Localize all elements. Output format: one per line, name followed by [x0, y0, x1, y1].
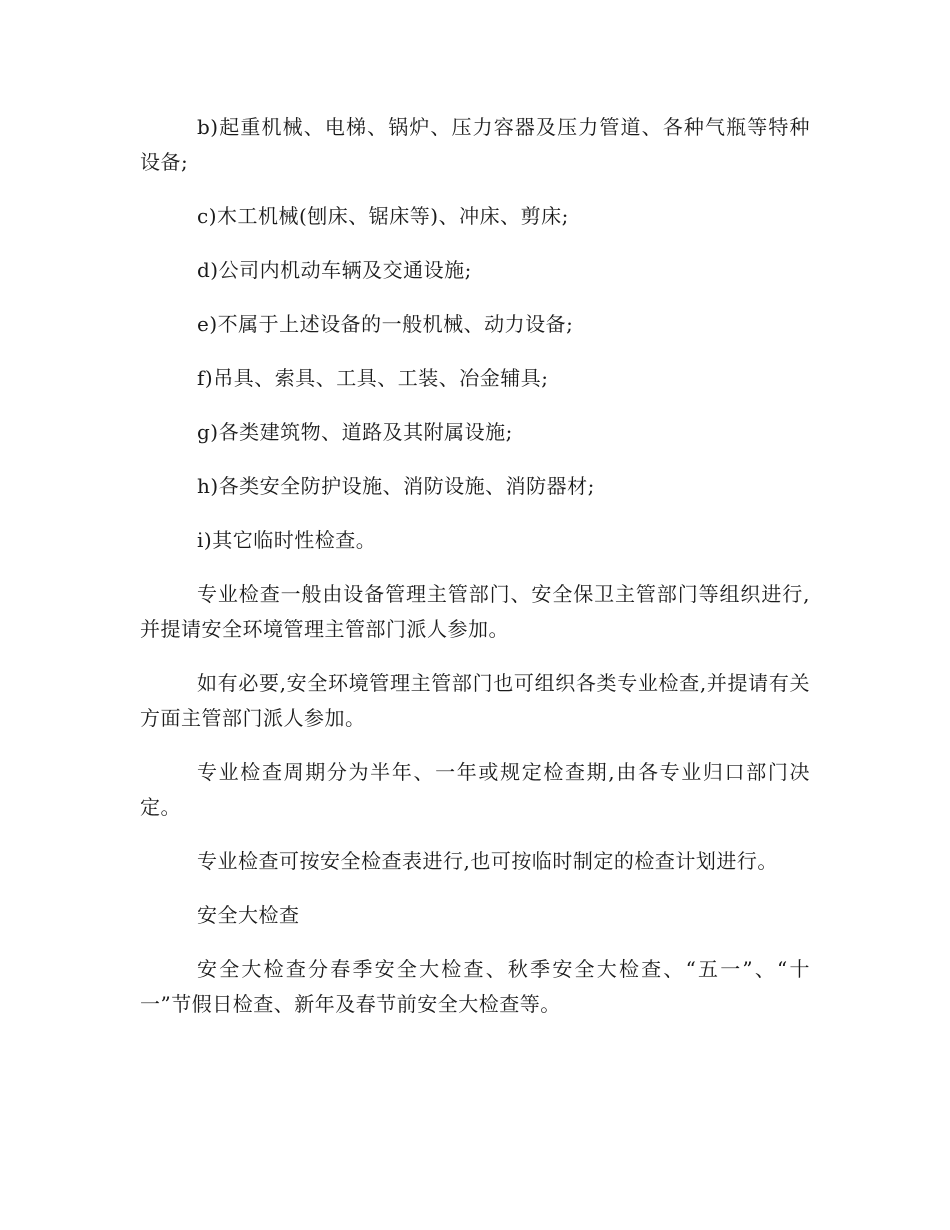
list-item-general-machinery: e)不属于上述设备的一般机械、动力设备;: [197, 312, 574, 336]
paragraph-if-necessary: 如有必要,安全环境管理主管部门也可组织各类专业检查,并提请有关方面主管部门派人参加。: [140, 671, 810, 730]
document-body: [140, 110, 810, 1041]
list-item-safety-fire-facilities: h)各类安全防护设施、消防设施、消防器材;: [197, 474, 595, 498]
paragraph-organizer: 专业检查一般由设备管理主管部门、安全保卫主管部门等组织进行,并提请安全环境管理主管部门派人参加。: [140, 582, 810, 641]
list-item-woodworking-machinery: c)木工机械(刨床、锯床等)、冲床、剪床;: [197, 204, 569, 228]
paragraph-checklist: 专业检查可按安全检查表进行,也可按临时制定的检查计划进行。: [197, 849, 778, 873]
paragraph-major-inspection-types: 安全大检查分春季安全大检查、秋季安全大检查、“五一”、“十一”节假日检查、新年及春节前安全大检查等。: [140, 957, 810, 1016]
list-item-buildings-roads: g)各类建筑物、道路及其附属设施;: [197, 420, 513, 444]
section-heading-major-inspection: 安全大检查: [197, 903, 300, 927]
list-item-motor-vehicles: d)公司内机动车辆及交通设施;: [197, 258, 472, 282]
list-item-special-equipment: b)起重机械、电梯、锅炉、压力容器及压力管道、各种气瓶等特种设备;: [140, 115, 810, 174]
list-item-rigging-tools: f)吊具、索具、工具、工装、冶金辅具;: [197, 366, 549, 390]
paragraph-inspection-cycle: 专业检查周期分为半年、一年或规定检查期,由各专业归口部门决定。: [140, 760, 810, 819]
list-item-temporary-inspection: i)其它临时性检查。: [197, 528, 377, 552]
